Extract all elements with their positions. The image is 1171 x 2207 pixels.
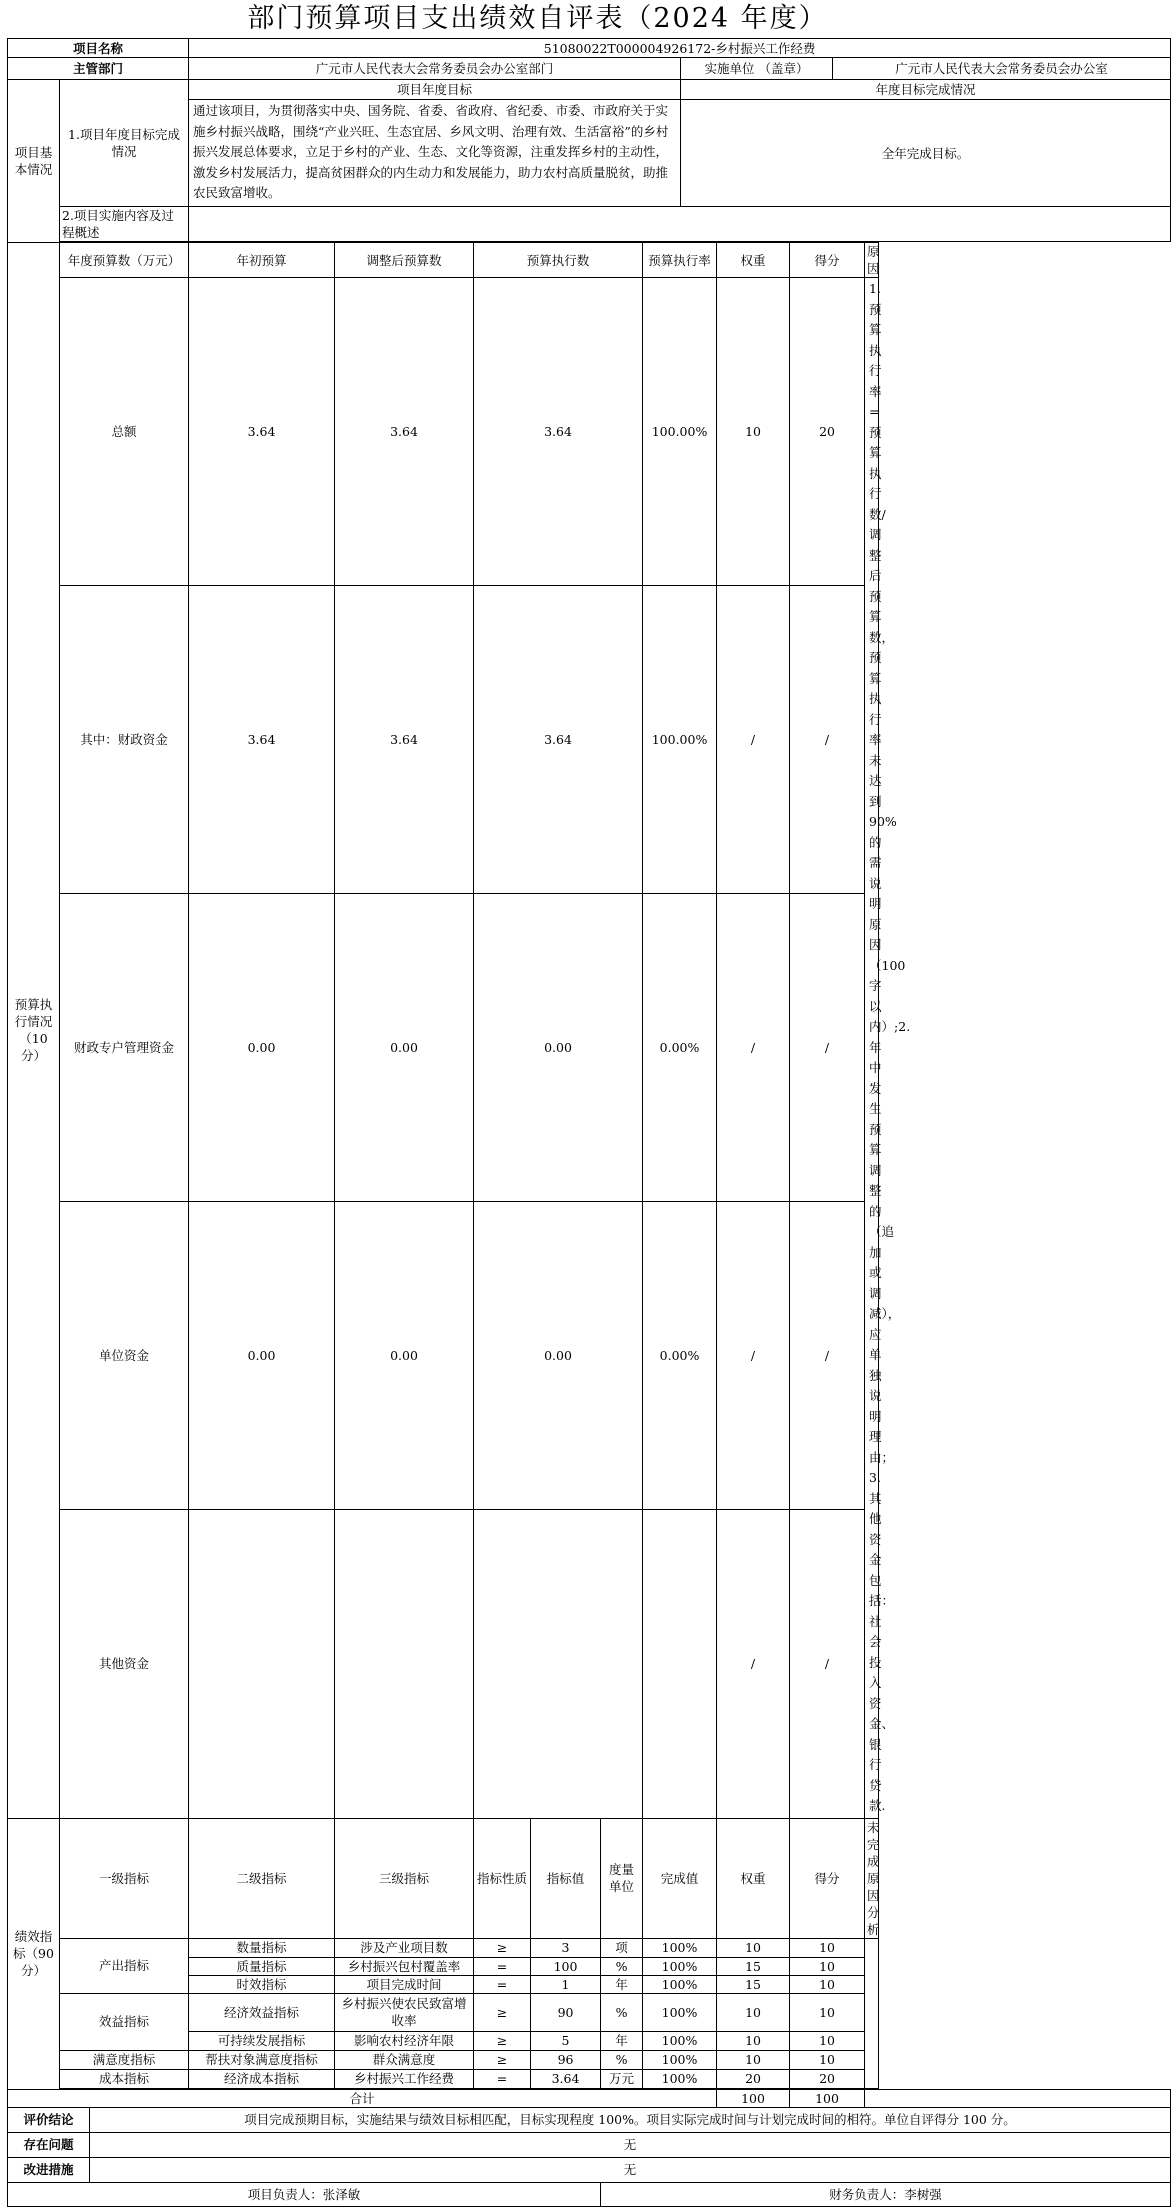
budget-row-fiscal [8,586,1171,894]
budget-executed: 3.64 [474,278,643,586]
unit-value: 广元市人民代表大会常务委员会办公室 [833,58,1171,80]
perf-nature: = [474,2069,531,2088]
budget-weight: / [717,586,790,894]
budget-weight: / [717,1510,790,1818]
perf-weight: 10 [717,1938,790,1957]
dept-value: 广元市人民代表大会常务委员会办公室部门 [189,58,681,80]
budget-adjusted: 3.64 [335,586,474,894]
perf-level2: 经济效益指标 [189,1993,335,2031]
budget-row-label: 其中：财政资金 [60,586,189,894]
perf-header-value: 指标值 [531,1818,601,1938]
perf-level2: 经济成本指标 [189,2069,335,2088]
budget-header-weight: 权重 [717,243,790,278]
perf-row [8,1993,1171,2031]
perf-score: 10 [790,1957,865,1975]
budget-adjusted: 3.64 [335,278,474,586]
perf-header-reason: 未完成原因分析 [865,1818,879,1938]
perf-done: 100% [643,2069,717,2088]
perf-row [8,2069,1171,2088]
goal-item-label: 1.项目年度目标完成情况 [60,80,189,207]
perf-nature: ≥ [474,1993,531,2031]
perf-unit: % [601,2050,643,2069]
perf-done: 100% [643,2031,717,2050]
perf-score: 10 [790,2050,865,2069]
budget-row-label: 总额 [60,278,189,586]
budget-adjusted: 0.00 [335,1202,474,1510]
budget-adjusted [335,1510,474,1818]
perf-value: 90 [531,1993,601,2031]
perf-done: 100% [643,1993,717,2031]
total-empty [865,2089,1171,2107]
perf-level2: 数量指标 [189,1938,335,1957]
budget-header-initial: 年初预算 [189,243,335,278]
perf-score: 10 [790,1938,865,1957]
budget-weight: 10 [717,278,790,586]
total-weight: 100 [717,2089,790,2107]
perf-weight: 15 [717,1975,790,1993]
budget-initial [189,1510,335,1818]
perf-score: 10 [790,1975,865,1993]
self-evaluation-table [7,38,1171,2207]
conclusion-text: 项目完成预期目标，实施结果与绩效目标相匹配，目标实现程度 100%。项目实际完成时间与计划完成时间的相符。单位自评得分 100 分。 [90,2107,1171,2132]
budget-score: / [790,1202,865,1510]
perf-value: 3 [531,1938,601,1957]
perf-level3: 乡村振兴工作经费 [335,2069,474,2088]
budget-executed [474,1510,643,1818]
budget-executed: 0.00 [474,1202,643,1510]
budget-score: / [790,894,865,1202]
budget-initial: 3.64 [189,586,335,894]
perf-level3: 涉及产业项目数 [335,1938,474,1957]
budget-header-score: 得分 [790,243,865,278]
budget-score: 20 [790,278,865,586]
problems-text: 无 [90,2132,1171,2157]
perf-header-level2: 二级指标 [189,1818,335,1938]
perf-level3: 乡村振兴使农民致富增收率 [335,1993,474,2031]
budget-initial: 0.00 [189,894,335,1202]
budget-rate: 0.00% [643,1202,717,1510]
perf-done: 100% [643,1938,717,1957]
project-name: 51080022T000004926172-乡村振兴工作经费 [189,39,1171,58]
perf-score: 10 [790,1993,865,2031]
completion-header: 年度目标完成情况 [681,80,1171,100]
problems-label: 存在问题 [8,2132,90,2157]
perf-unit: 项 [601,1938,643,1957]
perf-header-done: 完成值 [643,1818,717,1938]
total-row [8,2089,1171,2107]
budget-section-label: 预算执行情况（10分） [8,243,60,1819]
perf-level1-satisfaction: 满意度指标 [60,2050,189,2069]
basic-info-section-label: 项目基本情况 [8,80,60,243]
perf-unit: 万元 [601,2069,643,2088]
budget-adjusted: 0.00 [335,894,474,1202]
budget-weight: / [717,1202,790,1510]
finance-lead: 财务负责人：李树强 [601,2182,1171,2206]
perf-score: 20 [790,2069,865,2088]
project-lead: 项目负责人：张泽敏 [8,2182,601,2206]
budget-executed: 0.00 [474,894,643,1202]
total-label: 合计 [8,2089,717,2107]
performance-section-label: 绩效指标（90分） [8,1818,60,2089]
content-item-label: 2.项目实施内容及过程概述 [60,207,189,242]
perf-level3: 群众满意度 [335,2050,474,2069]
perf-nature: ≥ [474,2031,531,2050]
perf-value: 100 [531,1957,601,1975]
goal-header: 项目年度目标 [189,80,681,100]
perf-header-level3: 三级指标 [335,1818,474,1938]
perf-row [8,1938,1171,1957]
measures-label: 改进措施 [8,2157,90,2182]
conclusion-label: 评价结论 [8,2107,90,2132]
perf-level2: 质量指标 [189,1957,335,1975]
budget-row-label: 单位资金 [60,1202,189,1510]
perf-level2: 帮扶对象满意度指标 [189,2050,335,2069]
perf-done: 100% [643,1975,717,1993]
perf-level3: 乡村振兴包村覆盖率 [335,1957,474,1975]
unit-label: 实施单位 （盖章） [681,58,833,80]
budget-executed: 3.64 [474,586,643,894]
perf-header-nature: 指标性质 [474,1818,531,1938]
perf-weight: 20 [717,2069,790,2088]
total-score: 100 [790,2089,865,2107]
perf-level1-cost: 成本指标 [60,2069,189,2088]
perf-nature: = [474,1957,531,1975]
perf-unit: 年 [601,2031,643,2050]
budget-row-special-account [8,894,1171,1202]
budget-row-label: 其他资金 [60,1510,189,1818]
budget-header-reason: 原因 [865,243,879,278]
perf-header-level1: 一级指标 [60,1818,189,1938]
perf-header-unit: 度量单位 [601,1818,643,1938]
perf-level2: 可持续发展指标 [189,2031,335,2050]
perf-level1-benefit: 效益指标 [60,1993,189,2050]
perf-header-weight: 权重 [717,1818,790,1938]
content-item-value [189,207,1171,242]
budget-row-total [8,278,1171,586]
budget-header-executed: 预算执行数 [474,243,643,278]
perf-reason-analysis [865,1938,879,2088]
budget-initial: 3.64 [189,278,335,586]
dept-label: 主管部门 [8,58,189,80]
perf-score: 10 [790,2031,865,2050]
budget-score: / [790,586,865,894]
budget-rate: 0.00% [643,894,717,1202]
budget-rate: 100.00% [643,278,717,586]
budget-row-label: 财政专户管理资金 [60,894,189,1202]
goal-text: 通过该项目，为贯彻落实中央、国务院、省委、省政府、省纪委、市委、市政府关于实施乡村振兴战略，围绕“产业兴旺、生态宜居、乡风文明、治理有效、生活富裕”的乡村振兴发展总体要求，立足于乡村的产业、生态、文化等资源，注重发挥乡村的主动性，激发乡村发展活力，提高贫困群众的内生动力和发展能力，助力农村高质量脱贫，助推农民致富增收。 [189,100,681,207]
perf-level2: 时效指标 [189,1975,335,1993]
perf-done: 100% [643,2050,717,2069]
perf-level1-output: 产出指标 [60,1938,189,1993]
perf-nature: ≥ [474,1938,531,1957]
perf-value: 96 [531,2050,601,2069]
budget-score: / [790,1510,865,1818]
perf-weight: 10 [717,2050,790,2069]
perf-weight: 10 [717,1993,790,2031]
budget-header-adjusted: 调整后预算数 [335,243,474,278]
perf-done: 100% [643,1957,717,1975]
perf-header-score: 得分 [790,1818,865,1938]
perf-nature: = [474,1975,531,1993]
budget-row-unit-funds [8,1202,1171,1510]
perf-row [8,2050,1171,2069]
completion-text: 全年完成目标。 [681,100,1171,207]
perf-weight: 10 [717,2031,790,2050]
project-name-label: 项目名称 [8,39,189,58]
budget-initial: 0.00 [189,1202,335,1510]
perf-unit: % [601,1957,643,1975]
perf-value: 3.64 [531,2069,601,2088]
budget-header-annual: 年度预算数（万元） [60,243,189,278]
perf-nature: ≥ [474,2050,531,2069]
form-title: 部门预算项目支出绩效自评表（2024 年度） [247,3,828,34]
measures-text: 无 [90,2157,1171,2182]
budget-row-other [8,1510,1171,1818]
budget-rate [643,1510,717,1818]
budget-weight: / [717,894,790,1202]
perf-unit: % [601,1993,643,2031]
budget-rate: 100.00% [643,586,717,894]
perf-unit: 年 [601,1975,643,1993]
perf-level3: 项目完成时间 [335,1975,474,1993]
budget-reason-text: 1.预算执行率=预算执行数/调整后预算数，预算执行率未达到 90%的需说明原因（100 字以内）;2.年中发生预算调整的（追加或调减），应单独说明理由；3.其他资金包括：社会投入资金、银行贷款. [865,278,879,1819]
perf-value: 5 [531,2031,601,2050]
budget-header-rate: 预算执行率 [643,243,717,278]
perf-weight: 15 [717,1957,790,1975]
perf-level3: 影响农村经济年限 [335,2031,474,2050]
perf-value: 1 [531,1975,601,1993]
